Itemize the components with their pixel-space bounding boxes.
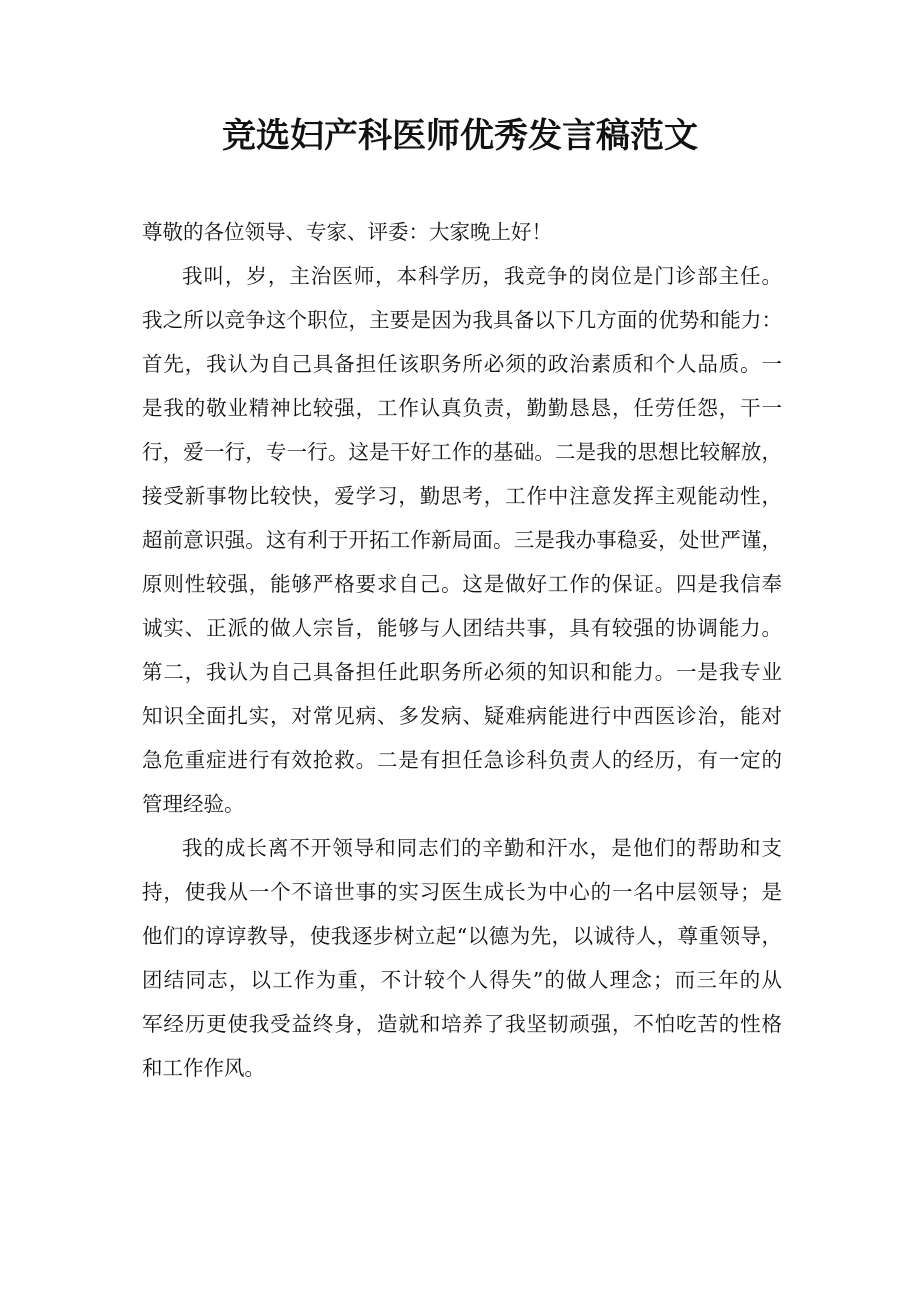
paragraph-line: 持，使我从一个不谙世事的实习医生成长为中心的一名中层领导；是 [142,880,782,904]
paragraph-line: 第二，我认为自己具备担任此职务所必须的知识和能力。一是我专业 [142,660,782,684]
paragraph-line: 原则性较强，能够严格要求自己。这是做好工作的保证。四是我信奉 [142,572,782,596]
salutation-line: 尊敬的各位领导、专家、评委：大家晚上好！ [142,220,552,244]
paragraph-line: 我叫，岁，主治医师，本科学历，我竞争的岗位是门诊部主任。 [182,264,782,288]
paragraph-line: 首先，我认为自己具备担任该职务所必须的政治素质和个人品质。一 [142,352,782,376]
paragraph-line: 急危重症进行有效抢救。二是有担任急诊科负责人的经历，有一定的 [142,748,782,772]
paragraph-line: 是我的敬业精神比较强，工作认真负责，勤勤恳恳，任劳任怨，干一 [142,396,782,420]
paragraph-line: 诚实、正派的做人宗旨，能够与人团结共事，具有较强的协调能力。 [142,616,782,640]
paragraph-line: 接受新事物比较快，爱学习，勤思考，工作中注意发挥主观能动性， [142,484,782,508]
paragraph-line: 和工作作风。 [142,1056,265,1080]
paragraph-line: 他们的谆谆教导，使我逐步树立起“以德为先，以诚待人，尊重领导， [142,924,782,948]
paragraph-line: 军经历更使我受益终身，造就和培养了我坚韧顽强，不怕吃苦的性格 [142,1012,782,1036]
paragraph-line: 管理经验。 [142,792,245,816]
paragraph-line: 行，爱一行，专一行。这是干好工作的基础。二是我的思想比较解放， [142,440,782,464]
paragraph-line: 知识全面扎实，对常见病、多发病、疑难病能进行中西医诊治，能对 [142,704,782,728]
paragraph-line: 我的成长离不开领导和同志们的辛勤和汗水，是他们的帮助和支 [182,836,782,860]
paragraph-line: 团结同志，以工作为重，不计较个人得失”的做人理念；而三年的从 [142,968,782,992]
paragraph-line: 我之所以竞争这个职位，主要是因为我具备以下几方面的优势和能力： [142,308,782,332]
document-title: 竞选妇产科医师优秀发言稿范文 [222,116,698,156]
document-body [142,210,782,1090]
paragraph-line: 超前意识强。这有利于开拓工作新局面。三是我办事稳妥，处世严谨， [142,528,782,552]
